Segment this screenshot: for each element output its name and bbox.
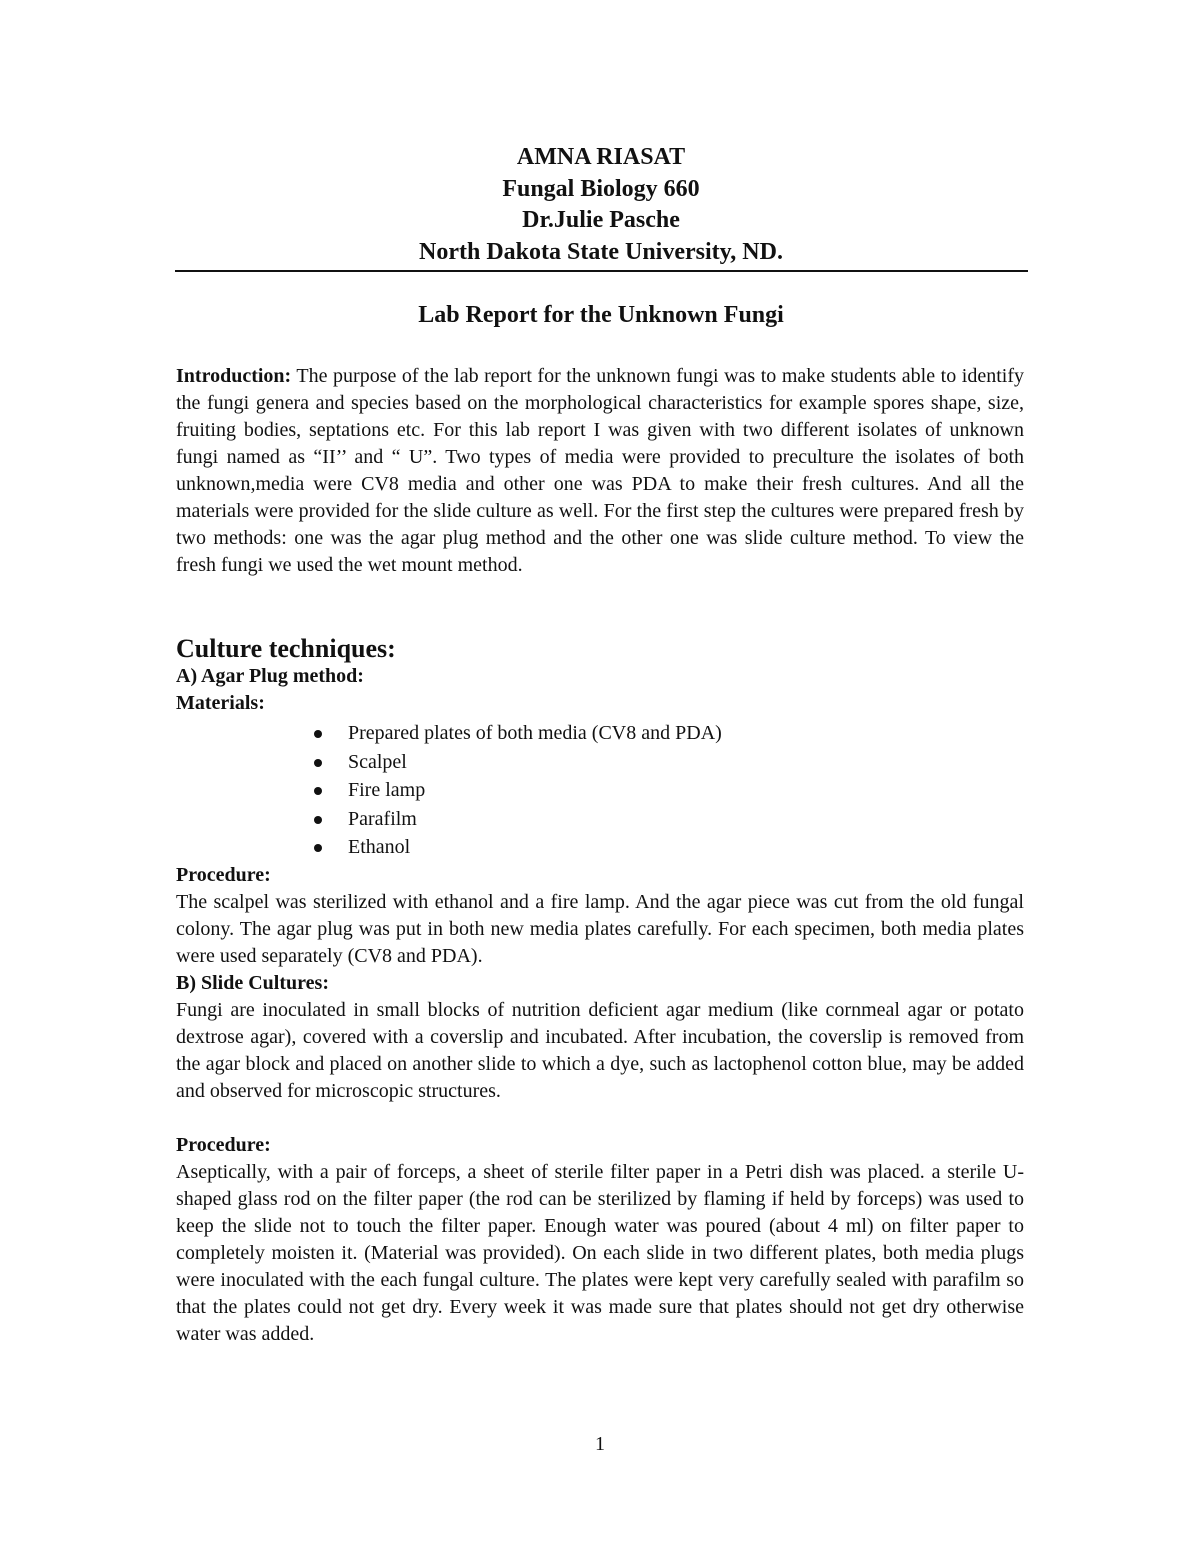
- bullet-icon: [314, 759, 322, 767]
- bullet-icon: [314, 730, 322, 738]
- agar-plug-procedure-label: Procedure:: [176, 864, 271, 886]
- header-divider: [175, 270, 1028, 272]
- bullet-icon: [314, 816, 322, 824]
- materials-list: [312, 719, 722, 862]
- list-item: [312, 748, 722, 777]
- list-item: [312, 719, 722, 748]
- list-item-text: Fire lamp: [348, 779, 426, 801]
- author-name: AMNA RIASAT: [516, 144, 686, 170]
- introduction-label: Introduction:: [176, 365, 292, 387]
- bullet-icon: [314, 787, 322, 795]
- list-item: [312, 805, 722, 834]
- list-item: [312, 776, 722, 805]
- page-number: 1: [595, 1433, 605, 1455]
- course-name: Fungal Biology 660: [502, 175, 700, 202]
- title-block: [175, 142, 1027, 268]
- introduction-text: The purpose of the lab report for the unknown fungi was to make students able to identify the fungi genera and species based on the morphological characteristics for example spores shape, size, fruiting bodies, septations etc. For this lab report I was given with two different isolates of unknown fungi named as “II’’ and “ U”. Two types of media were provided to preculture the isolates of both unknown,media were CV8 media and other one was PDA to make their fresh cultures. And all the materials were provided for the slide culture as well. For the first step the cultures were prepared fresh by two methods: one was the agar plug method and the other one was slide culture method. To view the fresh fungi we used the wet mount method.: [176, 365, 1024, 576]
- instructor-name: Dr.Julie Pasche: [522, 207, 680, 233]
- agar-plug-heading: A) Agar Plug method:: [176, 665, 364, 687]
- culture-techniques-heading: Culture techniques:: [176, 634, 396, 663]
- slide-cultures-heading: B) Slide Cultures:: [176, 972, 329, 994]
- report-title: Lab Report for the Unknown Fungi: [418, 302, 784, 328]
- university-name: North Dakota State University, ND.: [419, 238, 783, 265]
- bullet-icon: [314, 844, 322, 852]
- agar-plug-procedure-text: The scalpel was sterilized with ethanol and a fire lamp. And the agar piece was cut from the old fungal colony. The agar plug was put in both new media plates carefully. For each specimen, both media plates were used separately (CV8 and PDA).: [176, 891, 1024, 967]
- list-item-text: Parafilm: [348, 807, 417, 830]
- list-item-text: Ethanol: [348, 836, 411, 858]
- list-item-text: Prepared plates of both media (CV8 and PDA): [348, 722, 722, 744]
- list-item: [312, 833, 722, 862]
- materials-label: Materials:: [176, 692, 265, 714]
- introduction-paragraph: [176, 363, 1024, 579]
- list-item-text: Scalpel: [348, 750, 407, 773]
- slide-cultures-procedure-text: Aseptically, with a pair of forceps, a sheet of sterile filter paper in a Petri dish was placed. a sterile U-shaped glass rod on the filter paper (the rod can be sterilized by flaming if held by forceps) was used to keep the slide not to touch the filter paper. Enough water was poured (about 4 ml) on filter paper to completely moisten it. (Material was provided). On each slide in two different plates, both media plugs were inoculated with the each fungal culture. The plates were kept very carefully sealed with parafilm so that the plates could not get dry. Every week it was made sure that plates should not get dry otherwise water was added.: [176, 1161, 1024, 1345]
- slide-cultures-description: Fungi are inoculated in small blocks of nutrition deficient agar medium (like cornmeal agar or potato dextrose agar), covered with a coverslip and incubated. After incubation, the coverslip is removed from the agar block and placed on another slide to which a dye, such as lactophenol cotton blue, may be added and observed for microscopic structures.: [176, 999, 1024, 1102]
- slide-cultures-procedure-label: Procedure:: [176, 1134, 271, 1156]
